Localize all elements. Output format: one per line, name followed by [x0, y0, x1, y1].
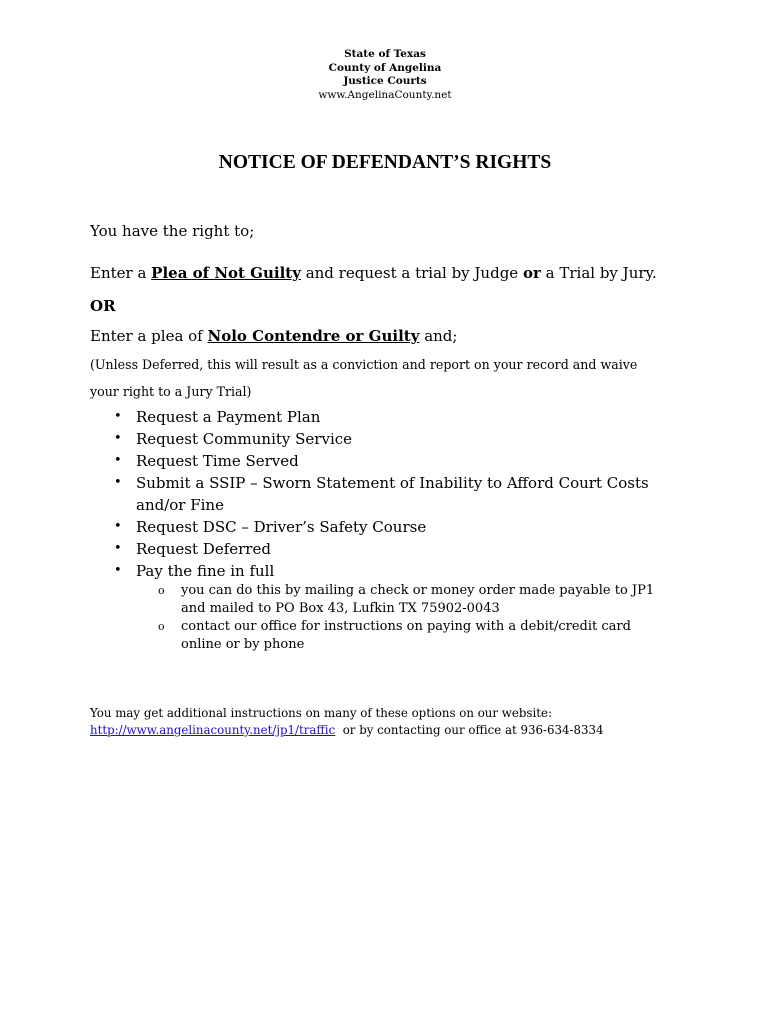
circle-bullet-icon: o [158, 620, 165, 633]
plea-not-guilty-paragraph [90, 264, 657, 282]
document-header [0, 48, 770, 102]
option-label: Submit a SSIP – Sworn Statement of Inability to Afford Court Costs and/or Fine [136, 474, 649, 514]
payment-sublist [136, 582, 690, 654]
conviction-note-line1: (Unless Deferred, this will result as a conviction and report on your record and waive [90, 357, 638, 372]
sub-option-label: you can do this by mailing a check or money order made payable to JP1 and mailed to PO Box 43, Lufkin TX 75902-0043 [181, 583, 655, 616]
circle-bullet-icon: o [158, 584, 165, 597]
option-label: Request Time Served [136, 452, 299, 470]
list-item [90, 560, 690, 654]
header-courts: Justice Courts [343, 75, 427, 87]
plea1-suffix: a Trial by Jury. [540, 264, 657, 282]
conviction-note-line2: your right to a Jury Trial) [90, 384, 252, 399]
footer-instructions [90, 705, 650, 739]
or-label: OR [90, 297, 116, 315]
bullet-icon: • [114, 431, 122, 446]
footer-line1: You may get additional instructions on many of these options on our website: [90, 706, 552, 720]
header-state: State of Texas [344, 48, 426, 60]
option-label: Request Deferred [136, 540, 271, 558]
sub-list-item [136, 618, 671, 654]
bullet-icon: • [114, 475, 122, 490]
bullet-icon: • [114, 541, 122, 556]
intro-text: You have the right to; [90, 222, 255, 240]
plea1-prefix: Enter a [90, 264, 152, 282]
list-item [90, 472, 656, 516]
sub-list-item [136, 582, 671, 618]
bullet-icon: • [114, 563, 122, 578]
option-label: Request DSC – Driver’s Safety Course [136, 518, 427, 536]
plea1-emphasis: Plea of Not Guilty [151, 264, 301, 282]
plea-guilty-paragraph [90, 327, 457, 345]
plea1-or: or [522, 264, 541, 282]
bullet-icon: • [114, 409, 122, 424]
options-list [90, 406, 690, 654]
list-item [90, 428, 690, 450]
plea2-suffix: and; [419, 327, 458, 345]
list-item [90, 406, 690, 428]
plea2-prefix: Enter a plea of [90, 327, 208, 345]
sub-option-label: contact our office for instructions on paying with a debit/credit card online or by phone [181, 619, 631, 652]
list-item [90, 516, 690, 538]
list-item [90, 538, 690, 560]
header-website: www.AngelinaCounty.net [318, 88, 452, 101]
header-county: County of Angelina [328, 61, 442, 74]
bullet-icon: • [114, 519, 122, 534]
option-label: Request a Payment Plan [136, 408, 321, 426]
footer-line2 [90, 722, 650, 739]
option-label: Pay the fine in full [136, 562, 275, 580]
page-title: NOTICE OF DEFENDANT’S RIGHTS [218, 152, 552, 173]
plea1-middle: and request a trial by Judge [300, 264, 523, 282]
plea2-emphasis: Nolo Contendre or Guilty [207, 327, 420, 345]
website-link[interactable]: http://www.angelinacounty.net/jp1/traffic [90, 723, 336, 737]
option-label: Request Community Service [136, 430, 353, 448]
footer-contact-text: or by contacting our office at 936-634-8334 [335, 723, 604, 737]
bullet-icon: • [114, 453, 122, 468]
list-item [90, 450, 690, 472]
